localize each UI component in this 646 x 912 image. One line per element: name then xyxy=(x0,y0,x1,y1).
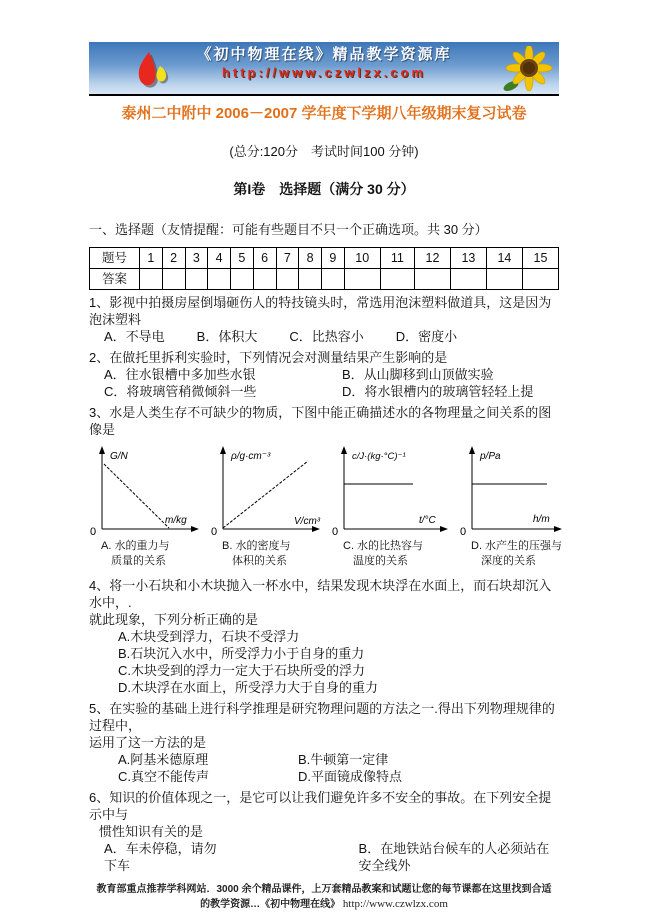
question-1-option-b: B．体积大 xyxy=(196,329,258,344)
question-5-option-b: B.牛顿第一定律 xyxy=(298,752,389,767)
table-row-numbers xyxy=(90,248,559,269)
question-4-stem-line2: 就此现象，下列分析正确的是 xyxy=(89,612,259,627)
answer-cell[interactable] xyxy=(162,269,185,290)
question-6-option-b: B．在地铁站台候车的人必须站在安全线外 xyxy=(358,841,550,873)
answer-cell[interactable] xyxy=(276,269,299,290)
question-number: 15 xyxy=(522,248,558,269)
graph-d-ylabel: p/Pa xyxy=(480,451,501,462)
question-number: 3 xyxy=(185,248,208,269)
answer-cell[interactable] xyxy=(299,269,322,290)
table-row-answers xyxy=(90,269,559,290)
question-4-option-a: A.木块受到浮力，石块不受浮力 xyxy=(118,629,300,644)
question-number: 11 xyxy=(380,248,414,269)
graph-a-weight-vs-mass xyxy=(89,444,204,569)
answer-row-label: 答案 xyxy=(90,269,140,290)
graph-c-specific-heat-vs-temp xyxy=(331,444,453,569)
graph-b-ylabel: ρ/g·cm⁻³ xyxy=(231,451,271,462)
footer-url-link[interactable]: http://www.czwlzx.com xyxy=(342,898,448,910)
question-2-option-c: C．将玻璃管稍微倾斜一些 xyxy=(104,384,257,399)
question-2-option-a: A．往水银槽中多加些水银 xyxy=(104,367,256,382)
answer-cell[interactable] xyxy=(450,269,486,290)
graph-a-ylabel: G/N xyxy=(110,451,128,462)
question-2-option-b: B．从山脚移到山顶做实验 xyxy=(342,367,494,382)
graph-c-xlabel: t/°C xyxy=(419,515,436,526)
volume-title: 第I卷 选择题（满分 30 分） xyxy=(233,181,415,197)
footer-line2 xyxy=(89,897,559,912)
question-5-option-d: D.平面镜成像特点 xyxy=(298,769,403,784)
graph-d-xlabel: h/m xyxy=(533,514,550,525)
question-number: 13 xyxy=(450,248,486,269)
question-5 xyxy=(89,700,559,785)
answer-cell[interactable] xyxy=(231,269,254,290)
question-5-stem-line2: 运用了这一方法的是 xyxy=(89,735,207,750)
exam-score-time: (总分:120分 考试时间100 分钟) xyxy=(229,144,419,159)
graph-c-origin: 0 xyxy=(332,526,339,536)
question-4-option-b: B.石块沉入水中，所受浮力小于自身的重力 xyxy=(118,646,365,661)
question-number: 14 xyxy=(486,248,522,269)
graph-a-origin: 0 xyxy=(90,526,97,536)
graph-b-caption: B. 水的密度与 体积的关系 xyxy=(222,540,291,567)
graph-c-caption: C. 水的比热容与 温度的关系 xyxy=(343,540,424,567)
graph-a-caption: A. 水的重力与 质量的关系 xyxy=(101,540,170,567)
question-number: 12 xyxy=(414,248,450,269)
graph-d-origin: 0 xyxy=(460,526,467,536)
question-5-option-c: C.真空不能传声 xyxy=(118,769,210,784)
question-2-stem: 2、在做托里拆利实验时，下列情况会对测量结果产生影响的是 xyxy=(89,350,448,365)
question-6 xyxy=(89,789,559,874)
graph-b-origin: 0 xyxy=(211,526,218,536)
question-4-stem-line1: 4、将一小石块和小木块抛入一杯水中，结果发现木块浮在水面上，而石块却沉入水中，. xyxy=(89,578,552,610)
graph-b-density-vs-volume xyxy=(210,444,325,569)
question-1-option-d: D．密度小 xyxy=(395,329,458,344)
answer-cell[interactable] xyxy=(322,269,345,290)
answer-cell[interactable] xyxy=(253,269,276,290)
question-6-option-a: A．车未停稳，请勿下车 xyxy=(104,841,217,873)
answer-cell[interactable] xyxy=(140,269,163,290)
exam-title: 泰州二中附中 2006－2007 学年度下学期八年级期末复习试卷 xyxy=(121,105,527,122)
question-number: 6 xyxy=(253,248,276,269)
graph-d-pressure-vs-depth xyxy=(459,444,567,569)
answer-cell[interactable] xyxy=(208,269,231,290)
question-4-option-d: D.木块浮在水面上，所受浮力大于自身的重力 xyxy=(118,680,379,695)
answer-table xyxy=(89,247,559,290)
answer-cell[interactable] xyxy=(486,269,522,290)
answer-cell[interactable] xyxy=(185,269,208,290)
answer-cell[interactable] xyxy=(522,269,558,290)
question-number: 7 xyxy=(276,248,299,269)
graph-c-ylabel: c/J·(kg·°C)⁻¹ xyxy=(352,451,406,462)
question-1-option-a: A．不导电 xyxy=(104,329,165,344)
question-number: 1 xyxy=(140,248,163,269)
question-4-option-c: C.木块受到的浮力一定大于石块所受的浮力 xyxy=(118,663,366,678)
site-banner xyxy=(89,42,559,96)
answer-cell[interactable] xyxy=(344,269,380,290)
question-1-option-c: C．比热容小 xyxy=(289,329,364,344)
question-number: 2 xyxy=(162,248,185,269)
graph-b-xlabel: V/cm³ xyxy=(294,516,321,527)
question-5-stem-line1: 5、在实验的基础上进行科学推理是研究物理问题的方法之一.得出下列物理规律的过程中， xyxy=(89,701,555,733)
question-number-label: 题号 xyxy=(90,248,140,269)
question-2 xyxy=(89,349,559,400)
answer-cell[interactable] xyxy=(414,269,450,290)
question-number: 5 xyxy=(231,248,254,269)
question-1 xyxy=(89,294,559,345)
footer-line2-text: 的教学资源…《初中物理在线》 xyxy=(200,899,341,910)
question-3-stem: 3、水是人类生存不可缺少的物质，下图中能正确描述水的各物理量之间关系的图像是 xyxy=(89,405,552,437)
question-number: 10 xyxy=(344,248,380,269)
question-2-option-d: D．将水银槽内的玻璃管轻轻上提 xyxy=(342,384,534,399)
exam-page xyxy=(87,42,563,912)
graph-a-xlabel: m/kg xyxy=(165,515,187,526)
question-4 xyxy=(89,577,559,696)
question-number: 9 xyxy=(322,248,345,269)
page-footer xyxy=(89,883,559,912)
question-3 xyxy=(89,404,563,569)
question-number: 8 xyxy=(299,248,322,269)
question-5-option-a: A.阿基米德原理 xyxy=(118,752,209,767)
question-number: 4 xyxy=(208,248,231,269)
graph-d-caption: D. 水产生的压强与 深度的关系 xyxy=(471,540,563,567)
banner-site-url-link[interactable]: http://www.czwlzx.com xyxy=(221,65,427,80)
footer-line1: 教育部重点推荐学科网站．3000 余个精品课件，上万套精品教案和试题让您的每节课都在这里找到合适 xyxy=(96,884,552,895)
banner-site-title: 《初中物理在线》精品教学资源库 xyxy=(196,46,452,63)
question-6-stem-line1: 6、知识的价值体现之一，是它可以让我们避免许多不安全的事故。在下列安全提示中与 xyxy=(89,790,552,822)
question-1-stem: 1、影视中拍摄房屋倒塌砸伤人的特技镜头时，常选用泡沫塑料做道具，这是因为泡沫塑料 xyxy=(89,295,552,327)
answer-cell[interactable] xyxy=(380,269,414,290)
question-6-stem-line2: 惯性知识有关的是 xyxy=(99,824,204,839)
section-one-heading: 一、选择题（友情提醒：可能有些题目不只一个正确选项。共 30 分） xyxy=(89,222,488,237)
sunflower-icon xyxy=(501,46,553,96)
